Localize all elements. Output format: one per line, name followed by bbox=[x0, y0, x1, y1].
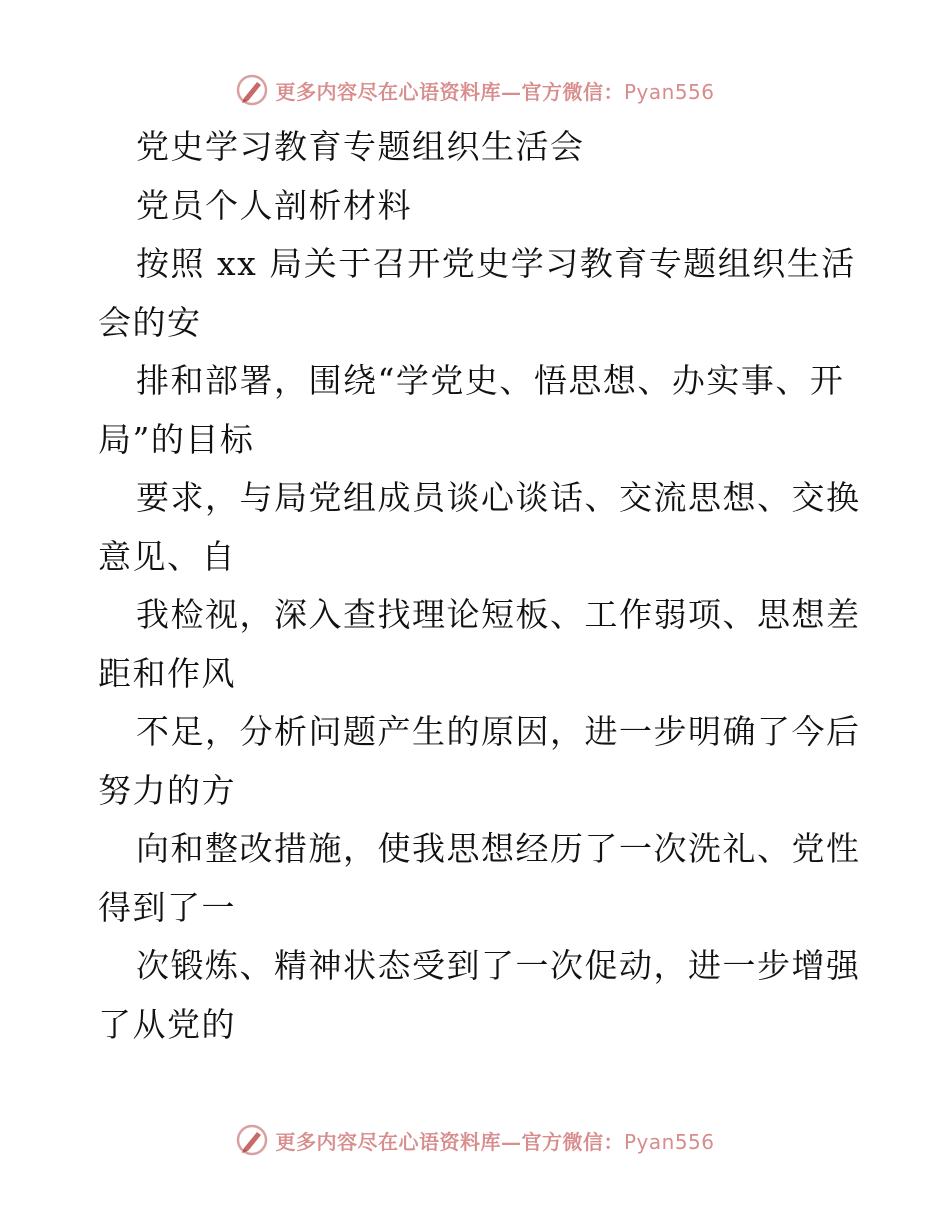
document-body bbox=[98, 118, 861, 1054]
text-line: 了从党的 bbox=[98, 1004, 236, 1044]
header-watermark-id: Pyan556 bbox=[623, 79, 715, 104]
text-line: 要求，与局党组成员谈心谈话、交流思想、交换 bbox=[136, 478, 861, 517]
header-watermark-label: 更多内容尽在心语资料库—官方微信： bbox=[275, 79, 624, 104]
text-line: 意见、自 bbox=[98, 536, 236, 576]
text-line: 不足，分析问题产生的原因，进一步明确了今后 bbox=[136, 712, 861, 751]
pen-logo-icon bbox=[235, 73, 269, 107]
text-line: 向和整改措施，使我思想经历了一次洗礼、党性 bbox=[136, 829, 861, 868]
text-line: 局”的目标 bbox=[98, 419, 255, 459]
header-watermark-text bbox=[275, 76, 714, 105]
footer-watermark-label: 更多内容尽在心语资料库—官方微信： bbox=[275, 1129, 624, 1154]
text-line: 我检视，深入查找理论短板、工作弱项、思想差 bbox=[136, 595, 861, 634]
header-watermark-banner bbox=[0, 70, 950, 110]
text-line: 努力的方 bbox=[98, 770, 236, 810]
text-line: 党员个人剖析材料 bbox=[136, 185, 412, 225]
pen-logo-icon bbox=[235, 1123, 269, 1157]
footer-watermark-id: Pyan556 bbox=[623, 1129, 715, 1154]
text-line: 得到了一 bbox=[98, 887, 236, 927]
text-line: 次锻炼、精神状态受到了一次促动，进一步增强 bbox=[136, 946, 861, 985]
footer-watermark-banner bbox=[0, 1120, 950, 1160]
footer-watermark-text bbox=[275, 1126, 714, 1155]
text-line: 距和作风 bbox=[98, 653, 236, 693]
text-line: 排和部署，围绕“学党史、悟思想、办实事、开 bbox=[136, 361, 845, 400]
text-line: 按照 xx 局关于召开党史学习教育专题组织生活 bbox=[136, 244, 856, 283]
text-line: 会的安 bbox=[98, 302, 202, 342]
text-line: 党史学习教育专题组织生活会 bbox=[136, 127, 585, 166]
